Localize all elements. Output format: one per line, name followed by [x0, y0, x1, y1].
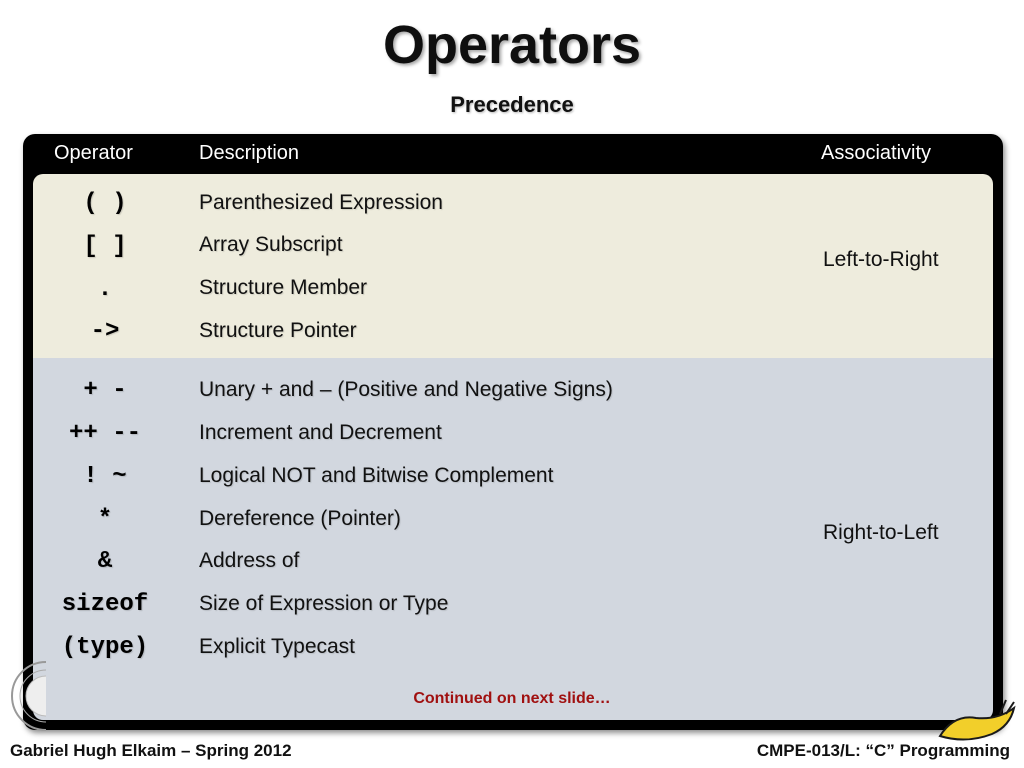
continued-note: Continued on next slide…: [413, 690, 611, 707]
slide-title: Operators: [382, 15, 642, 75]
associativity-left-to-right: Left-to-Right: [823, 248, 939, 271]
university-seal-icon: [6, 658, 46, 734]
description-cell: Explicit Typecast: [199, 635, 356, 658]
operator-cell: .: [97, 276, 113, 303]
slide-subtitle: Precedence: [450, 92, 574, 117]
description-cell: Structure Member: [199, 276, 368, 299]
operator-cell: sizeof: [61, 591, 149, 618]
description-cell: Dereference (Pointer): [199, 507, 401, 530]
operator-cell: + -: [83, 377, 127, 404]
description-cell: Increment and Decrement: [199, 421, 442, 444]
description-cell: Logical NOT and Bitwise Complement: [199, 464, 554, 487]
header-operator: Operator: [54, 142, 133, 164]
operator-cell: ++ --: [68, 420, 141, 447]
description-cell: Address of: [199, 549, 300, 572]
operator-cell: *: [97, 506, 113, 533]
description-cell: Parenthesized Expression: [199, 191, 443, 214]
description-cell: Array Subscript: [199, 233, 343, 256]
operator-cell: ! ~: [83, 463, 127, 490]
operator-cell: ( ): [83, 190, 127, 217]
description-cell: Unary + and – (Positive and Negative Signs): [199, 378, 613, 401]
description-cell: Structure Pointer: [199, 319, 357, 342]
header-description: Description: [199, 142, 300, 164]
header-associativity: Associativity: [821, 142, 932, 164]
footer-course: CMPE-013/L: “C” Programming: [756, 741, 1010, 760]
description-cell: Size of Expression or Type: [199, 592, 449, 615]
associativity-right-to-left: Right-to-Left: [823, 521, 939, 544]
operator-cell: ->: [90, 318, 120, 345]
footer-author: Gabriel Hugh Elkaim – Spring 2012: [10, 741, 292, 760]
operator-cell: (type): [61, 634, 149, 661]
operator-cell: &: [97, 548, 113, 575]
operator-cell: [ ]: [83, 233, 127, 260]
banana-slug-icon: [936, 696, 1018, 744]
